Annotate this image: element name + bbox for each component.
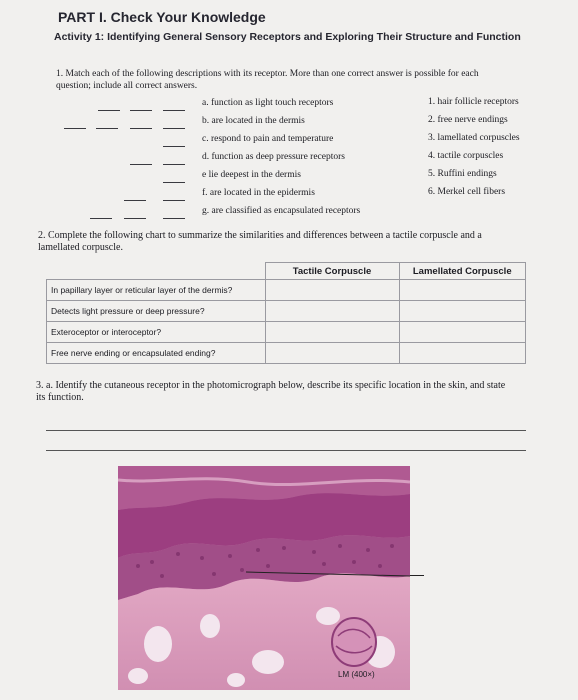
answer-blank-g[interactable]	[90, 218, 112, 219]
table-row	[47, 322, 526, 343]
answer-line-2[interactable]	[46, 450, 526, 451]
answer-blank-g[interactable]	[124, 218, 146, 219]
row-label-receptor-type: Exteroceptor or interoceptor?	[47, 322, 266, 343]
table-row	[47, 343, 526, 364]
cell-lamellated-ending-type[interactable]	[399, 343, 526, 364]
answer-blank-g[interactable]	[163, 218, 185, 219]
row-label-ending-type: Free nerve ending or encapsulated ending?	[47, 343, 266, 364]
receptor-option-1: 1. hair follicle receptors	[428, 97, 519, 107]
answer-blank-d[interactable]	[130, 164, 152, 165]
pointer-line-extension	[410, 575, 424, 576]
receptor-option-5: 5. Ruffini endings	[428, 169, 497, 179]
cell-lamellated-pressure[interactable]	[399, 301, 526, 322]
table-row	[47, 301, 526, 322]
cell-tactile-location[interactable]	[265, 280, 399, 301]
answer-blank-f[interactable]	[124, 200, 146, 201]
comparison-table	[46, 262, 526, 364]
cell-lamellated-location[interactable]	[399, 280, 526, 301]
answer-blank-c[interactable]	[163, 146, 185, 147]
cell-tactile-ending-type[interactable]	[265, 343, 399, 364]
answer-blank-a[interactable]	[130, 110, 152, 111]
description-c: c. respond to pain and temperature	[202, 134, 334, 144]
header-tactile-corpuscle: Tactile Corpuscle	[265, 263, 399, 280]
row-label-pressure: Detects light pressure or deep pressure?	[47, 301, 266, 322]
part-title: PART I. Check Your Knowledge	[58, 9, 266, 25]
activity-title: Activity 1: Identifying General Sensory Receptors and Exploring Their Structure and Function	[54, 31, 521, 43]
description-b: b. are located in the dermis	[202, 116, 305, 126]
table-header-blank	[47, 263, 266, 280]
cell-tactile-receptor-type[interactable]	[265, 322, 399, 343]
answer-blank-b[interactable]	[130, 128, 152, 129]
description-g: g. are classified as encapsulated receptors	[202, 206, 361, 216]
description-e: e lie deepest in the dermis	[202, 170, 301, 180]
answer-blank-a[interactable]	[163, 110, 185, 111]
question-2-prompt: 2. Complete the following chart to summarize the similarities and differences between a tactile corpuscle and a lamellated corpuscle.	[38, 230, 482, 253]
answer-blank-b[interactable]	[163, 128, 185, 129]
cell-tactile-pressure[interactable]	[265, 301, 399, 322]
receptor-option-4: 4. tactile corpuscles	[428, 151, 504, 161]
answer-blank-f[interactable]	[163, 200, 185, 201]
table-header-row	[47, 263, 526, 280]
description-a: a. function as light touch receptors	[202, 98, 334, 108]
magnification-label: LM (400×)	[338, 670, 375, 679]
row-label-location: In papillary layer or reticular layer of the dermis?	[47, 280, 266, 301]
receptor-option-3: 3. lamellated corpuscles	[428, 133, 520, 143]
skin-photomicrograph	[118, 466, 410, 690]
description-d: d. function as deep pressure receptors	[202, 152, 345, 162]
answer-blank-b[interactable]	[96, 128, 118, 129]
header-lamellated-corpuscle: Lamellated Corpuscle	[399, 263, 526, 280]
answer-blank-a[interactable]	[98, 110, 120, 111]
question-1-prompt: 1. Match each of the following descriptions with its receptor. More than one correct answer is possible for each question; include all correct answers.	[56, 69, 479, 91]
receptor-option-6: 6. Merkel cell fibers	[428, 187, 506, 197]
question-3a-prompt: 3. a. Identify the cutaneous receptor in the photomicrograph below, describe its specific location in the skin, and state its function.	[36, 380, 506, 403]
answer-line-1[interactable]	[46, 430, 526, 431]
receptor-option-2: 2. free nerve endings	[428, 115, 508, 125]
description-f: f. are located in the epidermis	[202, 188, 315, 198]
answer-blank-b[interactable]	[64, 128, 86, 129]
answer-blank-e[interactable]	[163, 182, 185, 183]
cell-lamellated-receptor-type[interactable]	[399, 322, 526, 343]
table-row	[47, 280, 526, 301]
answer-blank-d[interactable]	[163, 164, 185, 165]
